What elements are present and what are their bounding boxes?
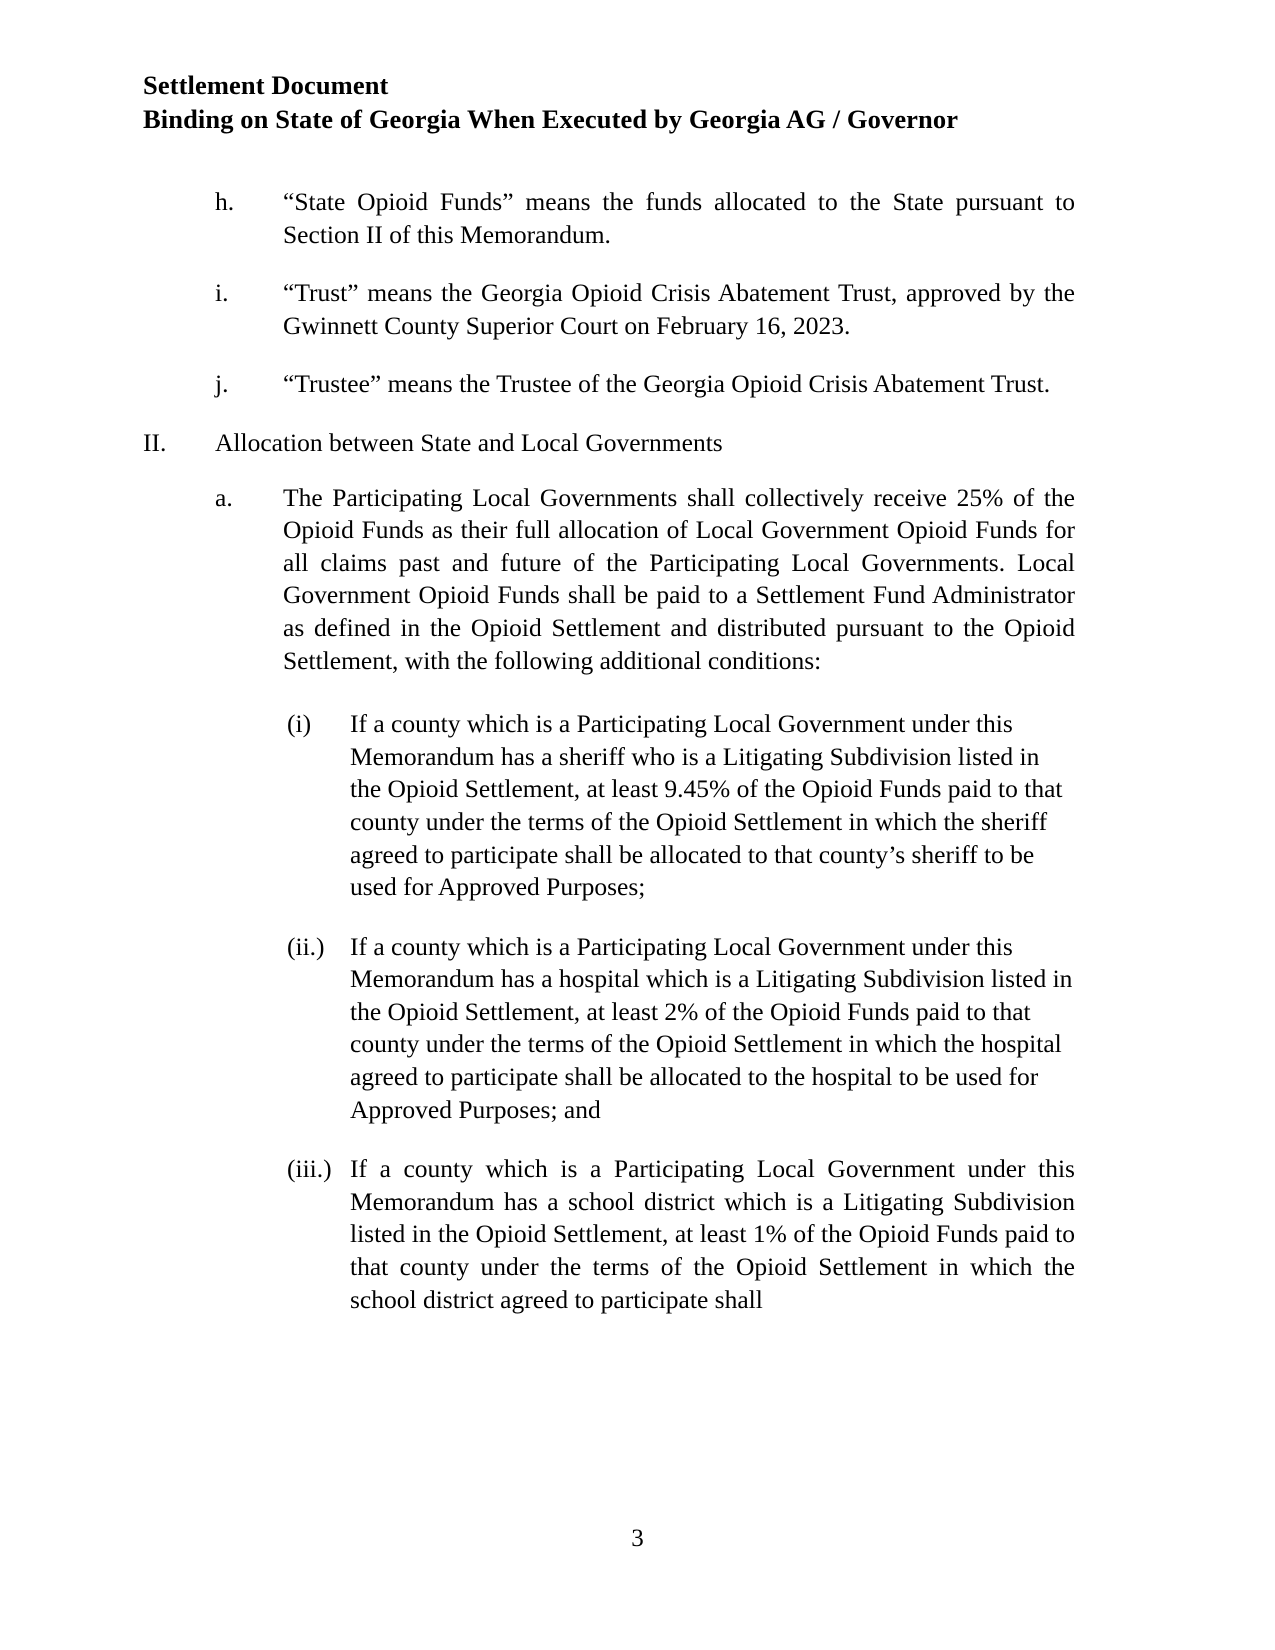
list-item-a bbox=[143, 482, 1075, 678]
sub-list-item-i bbox=[287, 708, 1075, 904]
sub-list-item-text: If a county which is a Participating Local Government under this Memorandum has a hospital which is a Litigating Subdivision listed in the Opioid Settlement, at least 2% of the Opioid Funds paid to that county under the terms of the Opioid Settlement in which the hospital agreed to participate shall be allocated to the hospital to be used for Approved Purposes; and bbox=[350, 931, 1073, 1124]
list-item-text: “Trustee” means the Trustee of the Georgia Opioid Crisis Abatement Trust. bbox=[283, 369, 1051, 399]
sub-list-marker: (iii.) bbox=[287, 1154, 332, 1184]
document-body bbox=[143, 186, 1075, 1343]
list-marker: j. bbox=[215, 369, 229, 399]
header-line-subtitle: Binding on State of Georgia When Executed by Georgia AG / Governor bbox=[143, 104, 959, 134]
sub-list-item-text: If a county which is a Participating Local Government under this Memorandum has a school district which is a Litigating Subdivision listed in the Opioid Settlement, at least 1% of the Opioid Funds paid to that county under the terms of the Opioid Settlement in which the school district agreed to participate shall bbox=[350, 1154, 1075, 1314]
sub-list-item-text: If a county which is a Participating Local Government under this Memorandum has a sheriff who is a Litigating Subdivision listed in the Opioid Settlement, at least 9.45% of the Opioid Funds paid to that county under the terms of the Opioid Settlement in which the sheriff agreed to participate shall be allocated to that county’s sheriff to be used for Approved Purposes; bbox=[350, 709, 1063, 902]
list-marker: h. bbox=[215, 187, 235, 216]
section-title: Allocation between State and Local Governments bbox=[215, 427, 723, 457]
sub-list-item-iii bbox=[287, 1153, 1075, 1316]
list-item-text: “Trust” means the Georgia Opioid Crisis Abatement Trust, approved by the Gwinnett County Superior Court on February 16, 2023. bbox=[283, 278, 1075, 340]
list-item-text: The Participating Local Governments shall collectively receive 25% of the Opioid Funds as their full allocation of Local Government Opioid Funds for all claims past and future of the Participating Local Governments. Local Government Opioid Funds shall be paid to a Settlement Fund Administrator as defined in the Opioid Settlement and distributed pursuant to the Opioid Settlement, with the following additional conditions: bbox=[283, 482, 1075, 675]
list-marker: a. bbox=[215, 482, 233, 512]
sub-list-item-ii bbox=[287, 931, 1075, 1127]
list-marker: i. bbox=[215, 278, 229, 308]
list-item-text: “State Opioid Funds” means the funds allocated to the State pursuant to Section II of this Memorandum. bbox=[283, 187, 1075, 249]
section-marker: II. bbox=[143, 427, 167, 457]
sub-list-marker: (ii.) bbox=[287, 931, 325, 961]
list-item-i bbox=[143, 277, 1075, 342]
header-line-title: Settlement Document bbox=[143, 70, 389, 100]
sub-list-marker: (i) bbox=[287, 709, 312, 739]
document-header bbox=[143, 68, 1093, 136]
page-number: 3 bbox=[631, 1525, 644, 1552]
list-item-j bbox=[143, 368, 1075, 401]
section-heading-ii bbox=[143, 427, 1075, 460]
list-item-h bbox=[143, 186, 1075, 251]
